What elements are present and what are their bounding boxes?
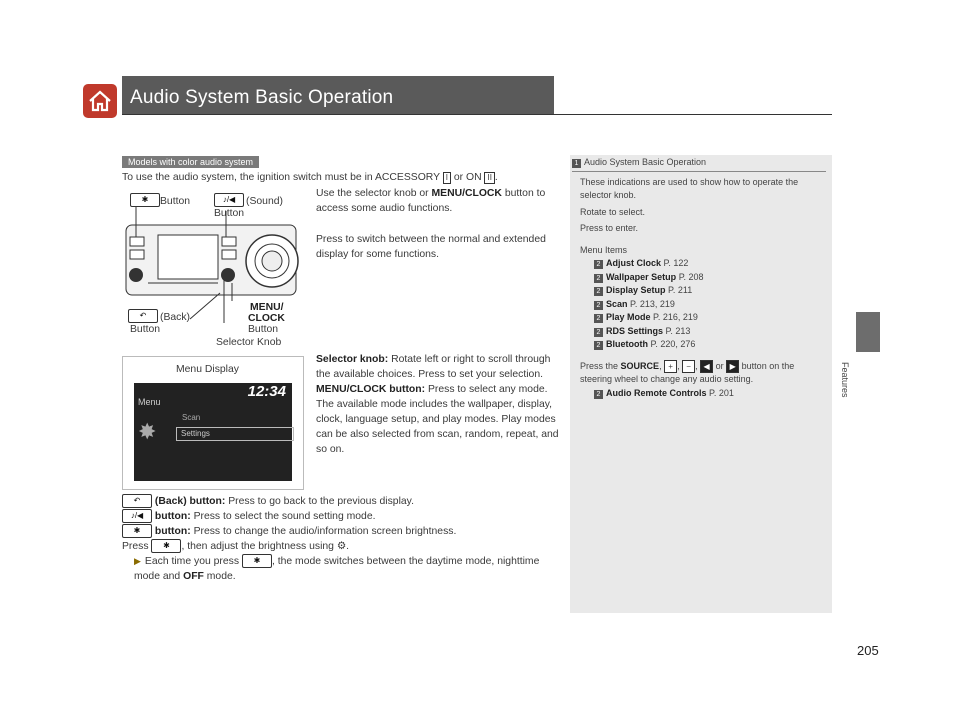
selector-use-b: MENU/CLOCK (431, 188, 502, 199)
features-tab-label: Features (840, 362, 850, 398)
home-icon[interactable] (83, 84, 117, 118)
bright-desc: Press to change the audio/information screen brightness. (193, 526, 457, 537)
sidebar-menu-items: Menu Items (580, 244, 628, 255)
sidebar-item[interactable]: 2 Wallpaper Setup P. 208 (594, 271, 826, 285)
link-icon: 2 (594, 274, 603, 283)
back-row (122, 494, 562, 509)
sound-label: (Sound) (246, 196, 283, 207)
screen-scan: Scan (182, 413, 201, 422)
back-label: (Back) (160, 312, 191, 323)
selector-knob-text (316, 352, 560, 457)
page-title: Audio System Basic Operation (130, 87, 394, 108)
back-button-label: Button (130, 324, 161, 335)
minus-icon: − (682, 360, 695, 373)
screen-time: 12:34 (247, 383, 286, 400)
menu-clock-desc: Press to select any mode. (427, 384, 548, 395)
sidebar-title: Audio System Basic Operation (584, 157, 707, 167)
gear-icon: ✸ (138, 419, 157, 444)
left-arrow-icon: ◀ (700, 360, 713, 373)
note-icon: 1 (572, 159, 581, 168)
sidebar-body (572, 176, 826, 401)
intro-or: or ON (453, 172, 482, 183)
link-icon: 2 (594, 341, 603, 350)
sidebar-rotate: Rotate to select. (580, 206, 646, 217)
sound-desc: Press to select the sound setting mode. (193, 511, 376, 522)
brightness-button-label: Button (160, 196, 191, 207)
sidebar-content (572, 156, 826, 400)
link-icon: 2 (594, 287, 603, 296)
menu-button-label: Button (248, 324, 279, 335)
link-icon: 2 (594, 260, 603, 269)
brightness-icon-inline-3: ✱ (242, 554, 272, 568)
key-accessory: I (443, 172, 451, 184)
sound-icon: ♪/◀ (214, 193, 244, 208)
key-on: II (484, 172, 494, 184)
screen-settings: Settings (176, 427, 294, 441)
press-a: Press (122, 541, 149, 552)
features-tab-marker[interactable] (856, 312, 880, 352)
selector-use-c: button to access some audio functions. (316, 188, 546, 214)
selector-knob-icon: ⚙ (336, 541, 347, 552)
sidebar-item[interactable]: 2 RDS Settings P. 213 (594, 325, 826, 339)
back-heading: (Back) button: (154, 496, 226, 507)
clock-label: CLOCK (248, 313, 285, 324)
link-icon: 2 (594, 314, 603, 323)
brightness-icon-inline-2: ✱ (151, 539, 181, 553)
sidebar-remote-link[interactable]: 2 Audio Remote Controls P. 201 (580, 387, 826, 401)
sound-icon-inline: ♪/◀ (122, 509, 152, 523)
link-icon: 2 (594, 301, 603, 310)
button-descriptions (122, 494, 562, 584)
sidebar-items-list (580, 257, 826, 352)
sidebar-desc: These indications are used to show how to operate the selector knob. (580, 176, 799, 200)
press-c: . (346, 541, 350, 552)
back-desc: Press to go back to the previous display. (228, 496, 414, 507)
intro-end: . (494, 172, 498, 183)
selector-use-text (316, 186, 564, 216)
press-bright-row (122, 539, 562, 554)
each-row (122, 554, 562, 584)
selector-use-a: Use the selector knob or (316, 188, 429, 199)
screen-menu: Menu (138, 397, 161, 407)
menu-label: MENU/ (250, 302, 284, 313)
selector-knob-label: Selector Knob (216, 337, 282, 348)
sidebar-item[interactable]: 2 Display Setup P. 211 (594, 284, 826, 298)
press-line: Press to switch between the normal and extended display for some functions. (316, 234, 546, 260)
each-c: mode. (206, 571, 236, 582)
sidebar-title-row (572, 156, 826, 172)
intro-a: To use the audio system, the ignition switch must be in ACCESSORY (122, 172, 440, 183)
press-b: , then adjust the brightness using (181, 541, 334, 552)
link-icon: 2 (594, 328, 603, 337)
sidebar-item[interactable]: 2 Bluetooth P. 220, 276 (594, 338, 826, 352)
selector-knob-heading: Selector knob: (316, 354, 389, 365)
menu-clock-heading: MENU/CLOCK button: (316, 384, 426, 395)
audio-panel-figure (122, 183, 302, 348)
available-mode-text: The available mode includes the wallpaper, display, clock, language setup, and play modes. Play modes can be also selected from scan, random, repeat, and so on. (316, 399, 559, 455)
sound-row (122, 509, 562, 524)
brightness-icon: ✱ (130, 193, 160, 208)
sidebar-item[interactable]: 2 Adjust Clock P. 122 (594, 257, 826, 271)
each-off: OFF (183, 571, 204, 582)
link-icon: 2 (594, 390, 603, 399)
models-badge: Models with color audio system (122, 156, 259, 168)
right-arrow-icon: ▶ (726, 360, 739, 373)
page-number: 205 (857, 643, 879, 658)
back-icon-inline: ↶ (122, 494, 152, 508)
menu-display-label: Menu Display (176, 364, 239, 375)
bright-row (122, 524, 562, 539)
sound-heading: button: (154, 511, 191, 522)
back-icon: ↶ (128, 309, 158, 324)
sound-button-label: Button (214, 208, 245, 219)
arrow-right-icon: ▶ (134, 556, 141, 566)
sidebar-item[interactable]: 2 Play Mode P. 216, 219 (594, 311, 826, 325)
selector-knob-desc: Rotate left or right to scroll through the available choices. Press to set your selection. (316, 354, 551, 380)
title-rule (122, 114, 832, 115)
plus-icon: + (664, 360, 677, 373)
sidebar-source-text: Press the SOURCE, + , − , ◀ or ▶ button on the steering wheel to change any audio setting. (580, 360, 795, 384)
bright-heading: button: (154, 526, 191, 537)
each-a: Each time you press (144, 556, 240, 567)
menu-screen (134, 383, 292, 481)
sidebar-press: Press to enter. (580, 223, 639, 233)
sidebar-item[interactable]: 2 Scan P. 213, 219 (594, 298, 826, 312)
brightness-icon-inline: ✱ (122, 524, 152, 538)
each-b: , the mode switches between the daytime mode, nighttime mode and (134, 556, 540, 582)
